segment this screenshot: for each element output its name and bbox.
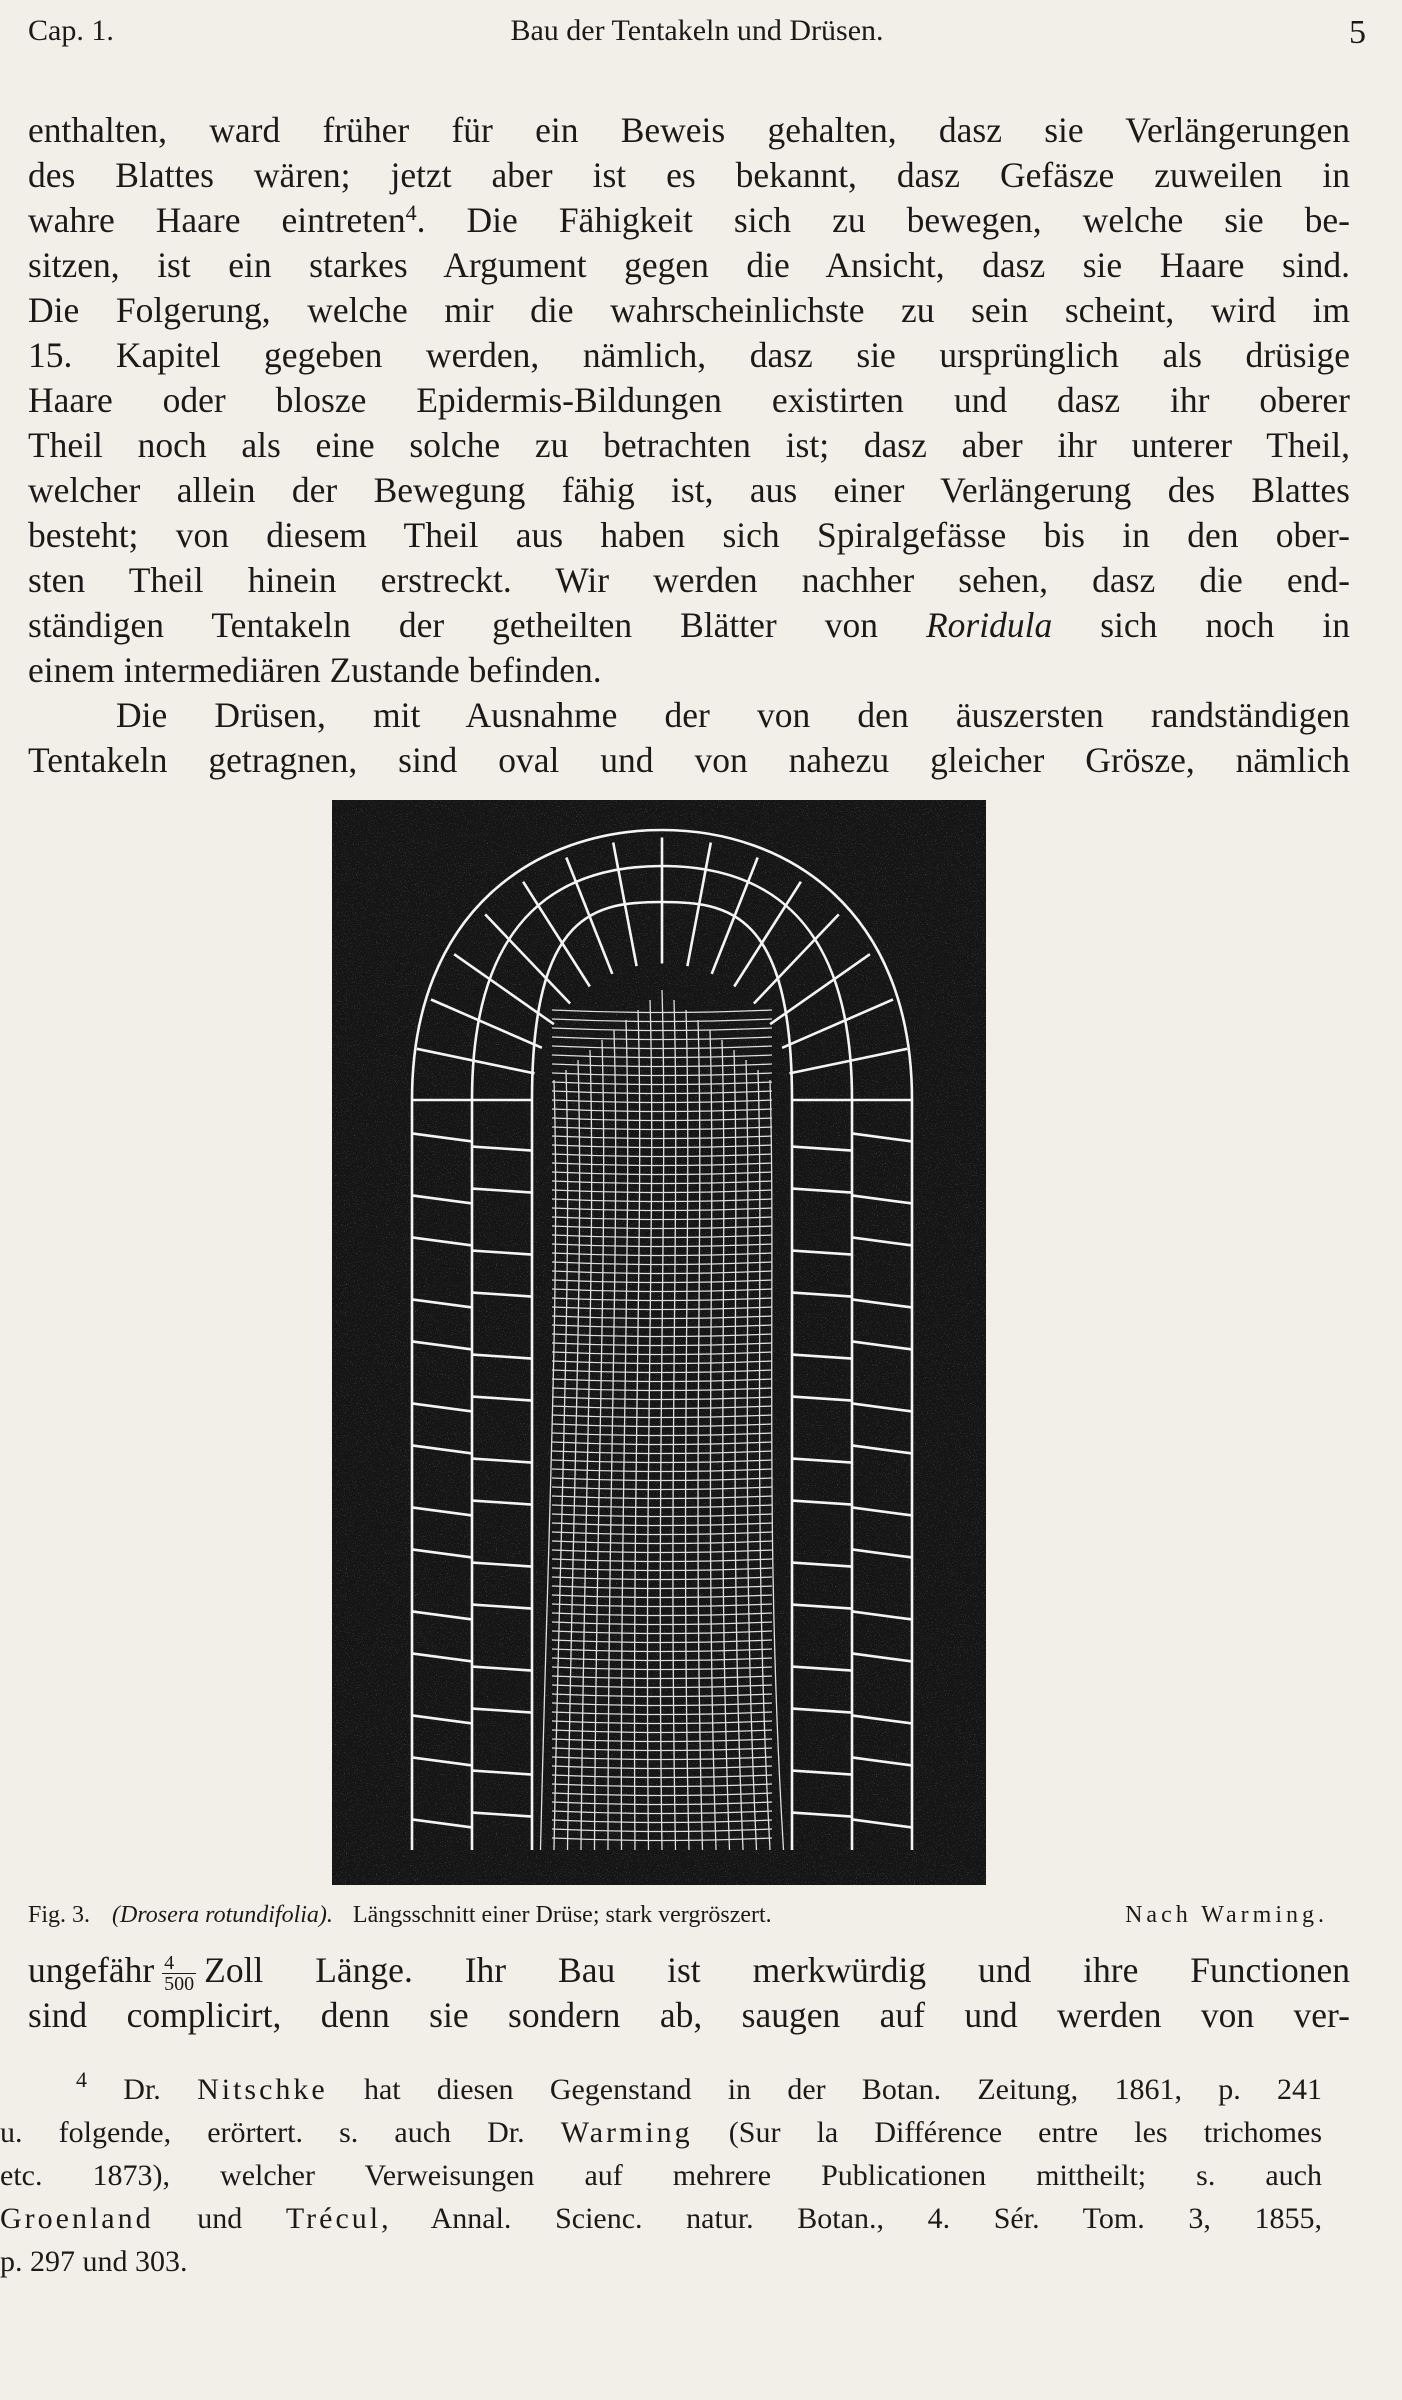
text-line: Haare oder blosze Epidermis-Bildungen existirten und dasz ihr oberer	[28, 380, 1350, 420]
footnote-ref[interactable]: 4	[405, 200, 417, 225]
running-title: Bau der Tentakeln und Drüsen.	[510, 14, 884, 47]
text-line: Tentakeln getragnen, sind oval und von nahezu gleicher Grösze, nämlich	[28, 740, 1350, 780]
gland-illustration	[332, 800, 986, 1885]
running-head	[28, 14, 1366, 60]
page-number: 5	[1349, 14, 1366, 51]
text-line: enthalten, ward früher für ein Beweis gehalten, dasz sie Verlängerungen	[28, 110, 1350, 150]
footnote-line: p. 297 und 303.	[0, 2245, 188, 2278]
text-line: Die Folgerung, welche mir die wahrscheinlichste zu sein scheint, wird im	[28, 290, 1350, 330]
text-line: 15. Kapitel gegeben werden, nämlich, dasz sie ursprünglich als drüsige	[28, 335, 1350, 375]
paragraph-3	[28, 1948, 1350, 2038]
fraction: $\frac{4}{500}$	[164, 1952, 195, 1993]
text-line: des Blattes wären; jetzt aber ist es bekannt, dasz Gefäsze zuweilen in	[28, 155, 1350, 195]
chapter-label: Cap. 1.	[28, 14, 114, 47]
footnote-line: $^4$ Dr. Nitschke hat diesen Gegenstand in der Botan. Zeitung, 1861, p. 241	[76, 2068, 1322, 2106]
footnote-line: etc. 1873), welcher Verweisungen auf mehrere Publicationen mittheilt; s. auch	[0, 2159, 1322, 2192]
paragraph-1	[28, 108, 1350, 783]
text-line: ständigen Tentakeln der getheilten Blätter von Roridula sich noch in	[28, 605, 1350, 645]
text-line: sind complicirt, denn sie sondern ab, saugen auf und werden von ver-	[28, 1995, 1350, 2035]
figure-3-gland-section	[332, 800, 986, 1885]
text-line: Die Drüsen, mit Ausnahme der von den äuszersten randständigen	[116, 695, 1350, 735]
caption-species: (Drosera rotundifolia).	[112, 1902, 333, 1928]
genus-name: Roridula	[925, 605, 1053, 645]
text-line: Theil noch als eine solche zu betrachten ist; dasz aber ihr unterer Theil,	[28, 425, 1350, 465]
footnote-mark: 4	[76, 2068, 87, 2092]
text-line: wahre Haare eintreten$^4$. Die Fähigkeit sich zu bewegen, welche sie be-	[28, 200, 1350, 240]
text-line: welcher allein der Bewegung fähig ist, aus einer Verlängerung des Blattes	[28, 470, 1350, 510]
plate-grain	[332, 800, 986, 1885]
text-line: einem intermediären Zustande befinden.	[28, 650, 602, 690]
footnote-line: u. folgende, erörtert. s. auch Dr. Warming (Sur la Différence entre les trichomes	[0, 2116, 1322, 2149]
caption-credit: Nach Warming.	[1125, 1902, 1328, 1928]
caption-text: Längsschnitt einer Drüse; stark vergröszert.	[352, 1902, 772, 1928]
caption-label: Fig. 3.	[28, 1902, 91, 1928]
figure-caption	[28, 1902, 1328, 1929]
text-line: besteht; von diesem Theil aus haben sich Spiralgefässe bis in den ober-	[28, 515, 1350, 555]
footnote-line: Groenland und Trécul, Annal. Scienc. natur. Botan., 4. Sér. Tom. 3, 1855,	[0, 2202, 1322, 2235]
text-line: ungefähr $\frac{4}{500}$ Zoll Länge. Ihr Bau ist merkwürdig und ihre Functionen	[28, 1950, 1350, 1993]
text-line: sten Theil hinein erstreckt. Wir werden nachher sehen, dasz die end-	[28, 560, 1350, 600]
footnote	[0, 2068, 1322, 2283]
text-line: sitzen, ist ein starkes Argument gegen die Ansicht, dasz sie Haare sind.	[28, 245, 1350, 285]
